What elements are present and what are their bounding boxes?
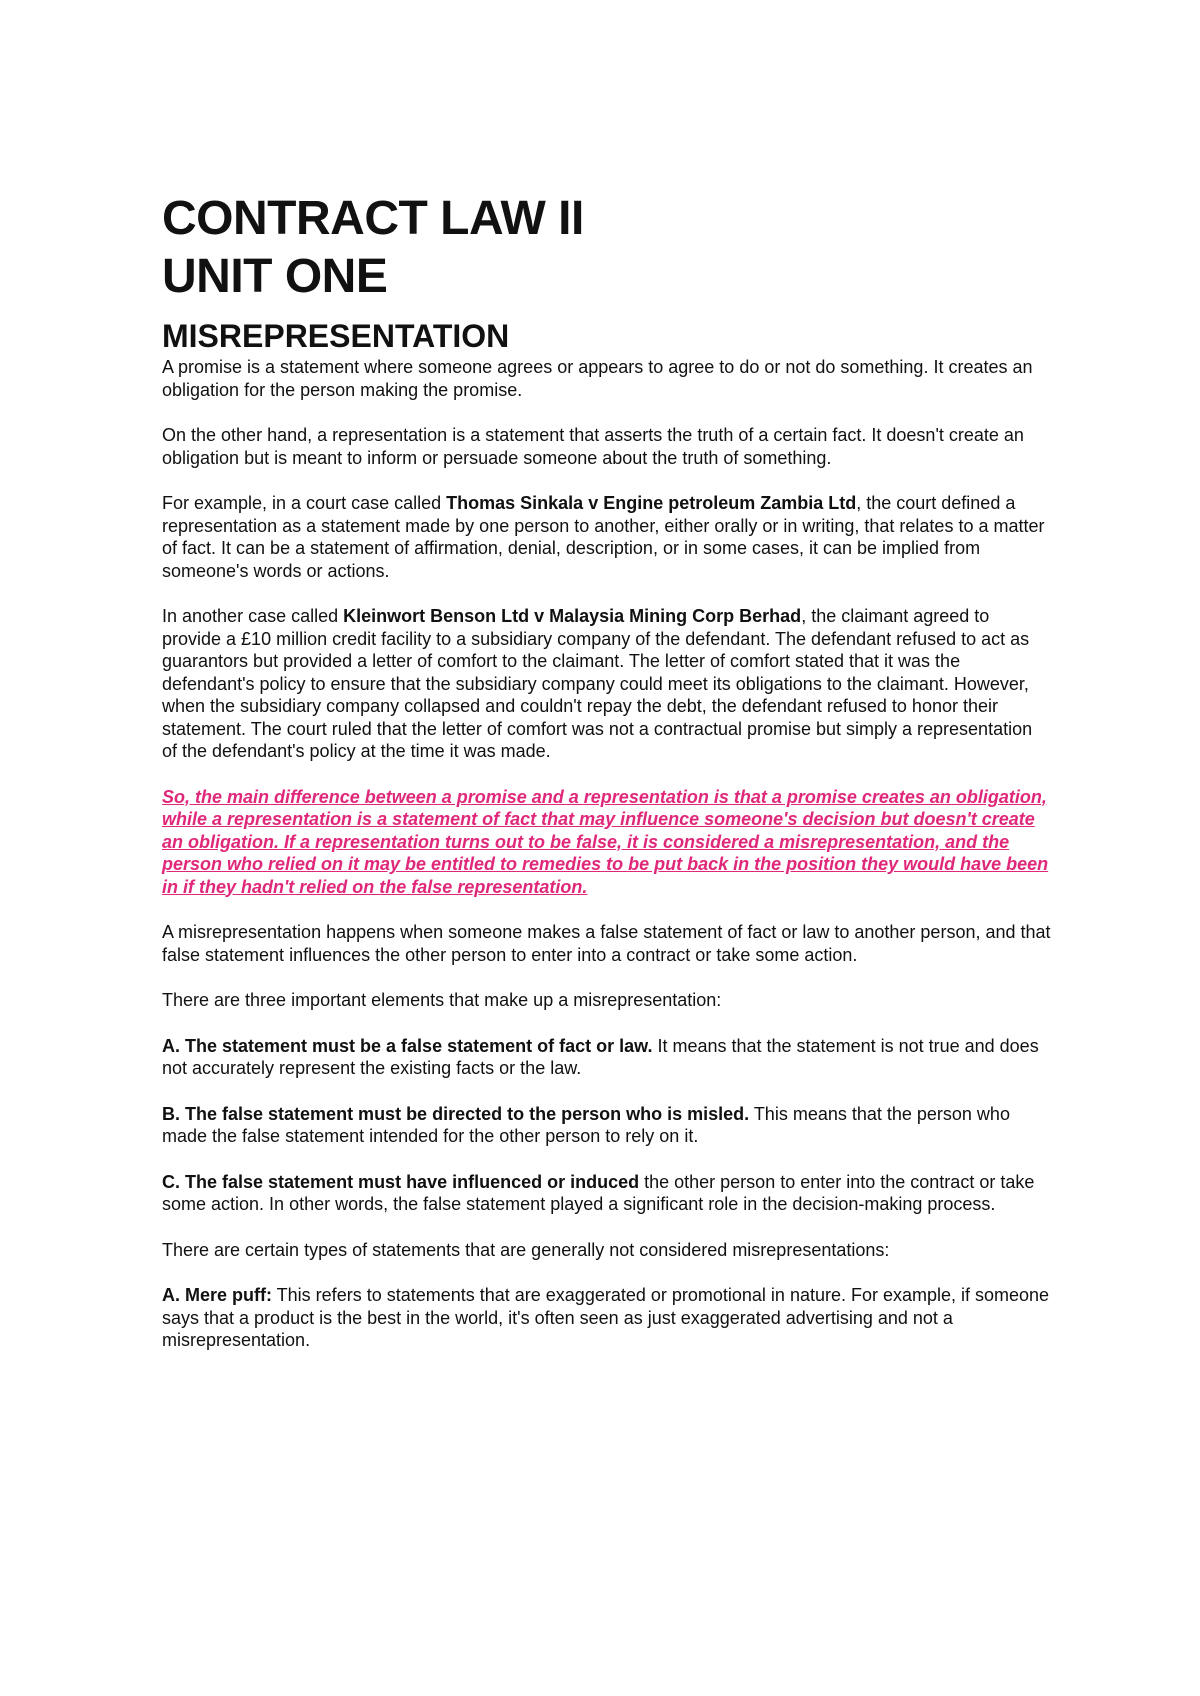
- element-a-title: A. The statement must be a false statement of fact or law.: [162, 1035, 653, 1056]
- element-c-title: C. The false statement must have influenced or induced: [162, 1171, 640, 1192]
- paragraph-misrepresentation-definition: A misrepresentation happens when someone makes a false statement of fact or law to another person, and that false statement influences the other person to enter into a contract or take some action.: [162, 922, 1051, 965]
- paragraph-kleinwort-case: [162, 605, 1052, 763]
- element-b: [162, 1103, 1052, 1148]
- element-c: [162, 1171, 1052, 1216]
- element-b-title: B. The false statement must be directed to the person who is misled.: [162, 1103, 750, 1124]
- case-name-kleinwort: Kleinwort Benson Ltd v Malaysia Mining Corp Berhad: [343, 606, 802, 626]
- kleinwort-intro: In another case called: [162, 606, 344, 626]
- element-b-text: This means that the person who made the false statement intended for the other person to rely on it.: [162, 1103, 1010, 1146]
- title-line-2: UNIT ONE: [162, 250, 388, 303]
- kleinwort-body: , the claimant agreed to provide a £10 million credit facility to a subsidiary company of the defendant. The defendant refused to act as guarantors but provided a letter of comfort to the claimant. The letter of comfort stated that it was the defendant's policy to ensure that the subsidiary company could meet its obligations to the claimant. However, when the subsidiary company collapsed and couldn't repay the debt, the defendant refused to honor their statement. The court ruled that the letter of comfort was not a contractual promise but simply a representation of the defendant's policy at the time it was made.: [162, 606, 1033, 761]
- sinkala-intro: For example, in a court case called: [162, 493, 447, 513]
- type-a-mere-puff: [162, 1284, 1052, 1352]
- sinkala-body: , the court defined a representation as a statement made by one person to another, either orally or in writing, that relates to a matter of fact. It can be a statement of affirmation, denial, description, or in some cases, it can be implied from someone's words or actions.: [162, 493, 1045, 581]
- element-c-text: the other person to enter into the contract or take some action. In other words, the false statement played a significant role in the decision-making process.: [162, 1171, 1035, 1214]
- paragraph-representation-definition: On the other hand, a representation is a statement that asserts the truth of a certain fact. It doesn't create an obligation but is meant to inform or persuade someone about the truth of something.: [162, 425, 1024, 468]
- document-title: [162, 190, 1052, 306]
- document-page: [162, 190, 1052, 1375]
- element-a: [162, 1035, 1052, 1080]
- type-a-text: This refers to statements that are exaggerated or promotional in nature. For example, if someone says that a product is the best in the world, it's often seen as just exaggerated advertising and not a misrepresentation.: [162, 1285, 1050, 1350]
- type-a-title: A. Mere puff:: [162, 1285, 272, 1305]
- paragraph-promise-definition: A promise is a statement where someone agrees or appears to agree to do or not do something. It creates an obligation for the person making the promise.: [162, 357, 1033, 400]
- section-heading: MISREPRESENTATION: [162, 318, 510, 354]
- element-a-text: It means that the statement is not true and does not accurately represent the existing facts or the law.: [162, 1035, 1039, 1078]
- title-line-1: CONTRACT LAW II: [162, 192, 584, 245]
- highlighted-summary-text: So, the main difference between a promise and a representation is that a promise creates an obligation, while a representation is a statement of fact that may influence someone's decision but doesn't create an obligation. If a representation turns out to be false, it is considered a misrepresentation, and the person who relied on it may be entitled to remedies to be put back in the position they would have been in if they hadn't relied on the false representation.: [162, 786, 1049, 897]
- paragraph-elements-intro: There are three important elements that make up a misrepresentation:: [162, 990, 722, 1010]
- paragraph-highlighted-summary: [162, 786, 1052, 899]
- case-name-sinkala: Thomas Sinkala v Engine petroleum Zambia Ltd: [446, 493, 857, 513]
- paragraph-sinkala-case: [162, 492, 1052, 582]
- paragraph-types-intro: There are certain types of statements that are generally not considered misrepresentations:: [162, 1239, 890, 1260]
